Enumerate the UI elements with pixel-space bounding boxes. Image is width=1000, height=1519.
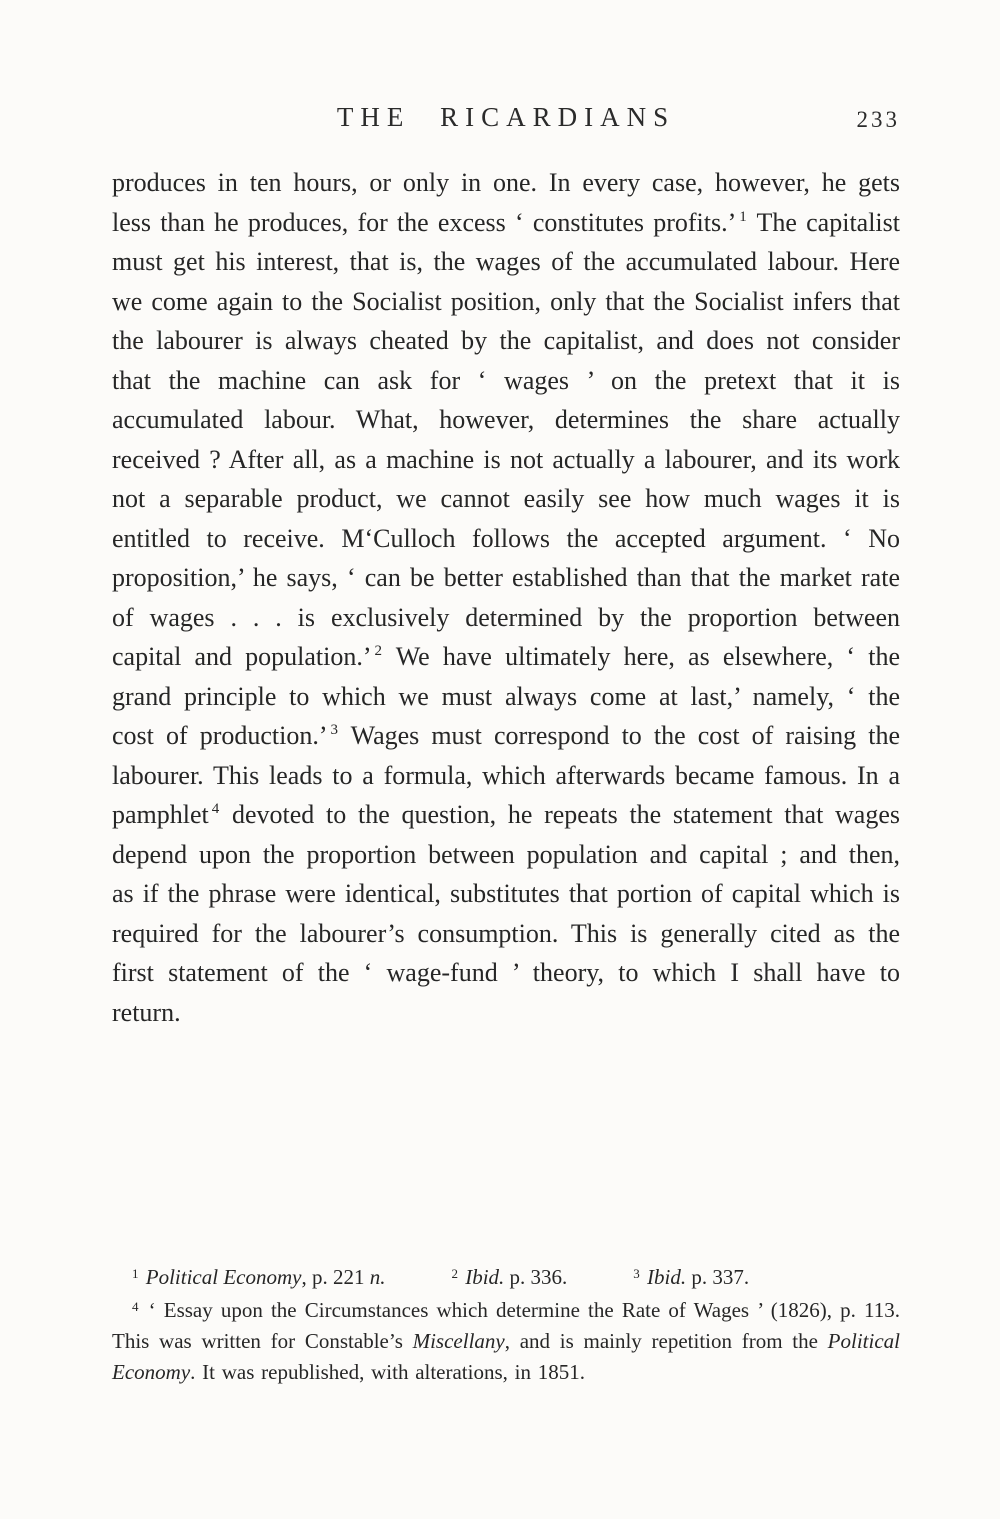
footnote-4-work-1: Miscellany — [412, 1329, 505, 1353]
footnote-2-work: Ibid. — [465, 1265, 505, 1289]
page-header — [112, 102, 900, 133]
body-text — [112, 163, 900, 1032]
body-segment-d: Wages must correspond to the cost of raising the labourer. This leads to a formula, which afterwards became famous. In a pamphlet — [112, 721, 900, 829]
footnote-1-note: n. — [369, 1265, 386, 1289]
footnote-3-marker: 3 — [633, 1266, 640, 1281]
footnote-1 — [132, 1262, 385, 1293]
footnote-4-text-2: , and is mainly repetition from the — [504, 1329, 828, 1353]
footnote-1-text: , p. 221 — [301, 1265, 370, 1289]
body-segment-e: devoted to the question, he repeats the statement that wages depend upon the proportion between population and capital ; and then, as if the phrase were identical, substitutes that portion of capital which is required for the labourer’s consumption. This is generally cited as the first statement of the ‘ wage-fund ’ theory, to which I shall have to return. — [112, 800, 900, 1027]
footnote-ref-4: 4 — [211, 801, 220, 817]
footnote-3-work: Ibid. — [647, 1265, 687, 1289]
footnote-2 — [451, 1262, 567, 1293]
footnote-row — [132, 1262, 900, 1293]
page-number: 233 — [856, 107, 900, 132]
footnote-4-text-1: ‘ Essay upon the Circumstances which determine the Rate of Wages ’ (1826), p. 113. This was written for Constable’s — [112, 1298, 900, 1353]
footnote-ref-1: 1 — [739, 208, 747, 225]
footnote-3-text: p. 337. — [686, 1265, 750, 1289]
footnote-ref-2: 2 — [374, 643, 383, 659]
body-segment-b: The capitalist must get his interest, that is, the wages of the accumulated labour. Here we come again to the Socialist position, only that the Socialist infers that the labourer is always cheated by the capitalist, and does not consider that the machine can ask for ‘ wages ’ on the pretext that it is accumulated labour. What, however, determines the share actually received ? After all, as a machine is not actually a labourer, and its work not a separable product, we cannot easily see how much wages it is entitled to receive. M‘Culloch follows the accepted argument. ‘ No proposition,’ he says, ‘ can be better established than that the market rate of wages . . . is exclusively determined by the proportion between capital and population.’ — [112, 207, 901, 671]
footnote-1-marker: 1 — [132, 1266, 139, 1281]
footnotes — [112, 1262, 900, 1388]
running-title: THE RICARDIANS — [336, 102, 676, 132]
footnote-4-work-2: Political Economy — [112, 1329, 900, 1384]
footnote-4-marker: 4 — [132, 1299, 139, 1314]
footnote-1-work: Political Economy — [145, 1265, 302, 1289]
footnote-4-text-3: . It was republished, with alterations, in 1851. — [190, 1360, 585, 1384]
paragraph — [112, 163, 900, 1032]
body-segment-c: We have ultimately here, as elsewhere, ‘ the grand principle to which we must always come at last,’ namely, ‘ the cost of production.’ — [112, 642, 901, 750]
footnote-4 — [112, 1295, 900, 1388]
footnote-2-text: p. 336. — [504, 1265, 568, 1289]
footnote-3 — [633, 1262, 749, 1293]
footnote-2-marker: 2 — [451, 1266, 458, 1281]
body-segment-a: produces in ten hours, or only in one. In every case, however, he gets less than he produces, for the excess ‘ constitutes profits.’ — [112, 168, 900, 237]
footnote-ref-3: 3 — [330, 722, 338, 738]
